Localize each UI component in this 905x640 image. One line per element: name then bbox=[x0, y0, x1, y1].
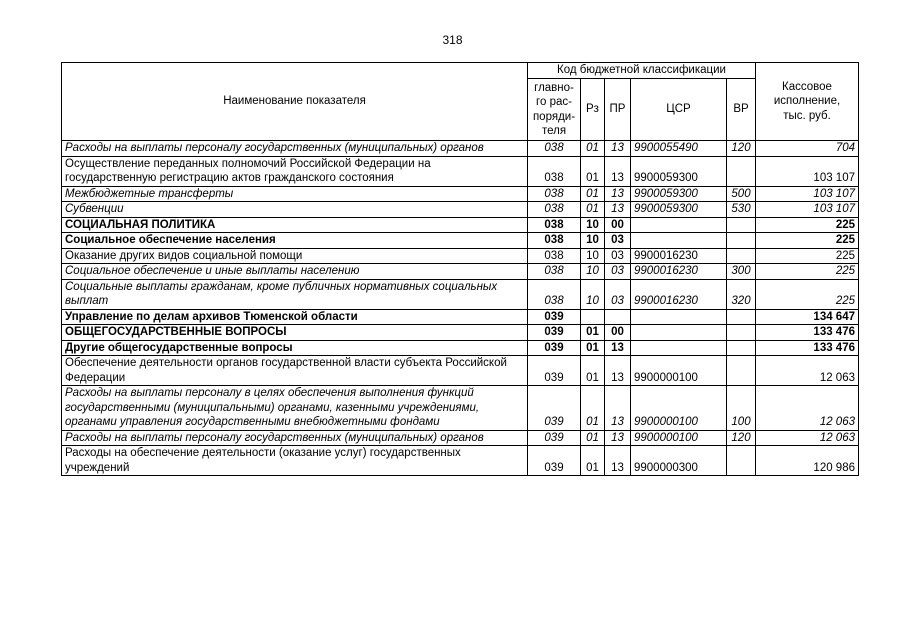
cell-amount: 225 bbox=[756, 248, 859, 264]
cell-csr: 9900000100 bbox=[631, 430, 727, 446]
cell-pr: 13 bbox=[605, 141, 631, 157]
cell-gl: 039 bbox=[528, 356, 581, 386]
header-csr: ЦСР bbox=[631, 79, 727, 141]
cell-gl: 039 bbox=[528, 430, 581, 446]
header-name: Наименование показателя bbox=[62, 63, 528, 141]
cell-name: Расходы на обеспечение деятельности (оказание услуг) государственных учреждений bbox=[62, 446, 528, 476]
header-vr: ВР bbox=[727, 79, 756, 141]
cell-vr bbox=[727, 356, 756, 386]
cell-name: СОЦИАЛЬНАЯ ПОЛИТИКА bbox=[62, 217, 528, 233]
page-number: 318 bbox=[442, 33, 463, 47]
cell-vr bbox=[727, 446, 756, 476]
cell-amount: 133 476 bbox=[756, 340, 859, 356]
cell-rz: 01 bbox=[581, 356, 605, 386]
cell-gl: 038 bbox=[528, 202, 581, 218]
cell-vr: 320 bbox=[727, 279, 756, 309]
cell-amount: 225 bbox=[756, 217, 859, 233]
cell-name: Межбюджетные трансферты bbox=[62, 186, 528, 202]
cell-pr: 00 bbox=[605, 217, 631, 233]
cell-name: Социальное обеспечение и иные выплаты населению bbox=[62, 264, 528, 280]
cell-csr: 9900016230 bbox=[631, 264, 727, 280]
cell-amount: 225 bbox=[756, 279, 859, 309]
cell-pr: 00 bbox=[605, 325, 631, 341]
table-body bbox=[62, 141, 859, 476]
cell-csr: 9900059300 bbox=[631, 156, 727, 186]
header-glavnogo: главно-го рас-поряди-теля bbox=[528, 79, 581, 141]
cell-pr: 13 bbox=[605, 446, 631, 476]
table-row bbox=[62, 264, 859, 280]
cell-pr: 13 bbox=[605, 356, 631, 386]
cell-csr: 9900059300 bbox=[631, 202, 727, 218]
cell-gl: 038 bbox=[528, 233, 581, 249]
cell-name: Социальное обеспечение населения bbox=[62, 233, 528, 249]
cell-rz: 01 bbox=[581, 156, 605, 186]
cell-pr: 13 bbox=[605, 340, 631, 356]
cell-gl: 038 bbox=[528, 156, 581, 186]
cell-amount: 103 107 bbox=[756, 156, 859, 186]
cell-name: Осуществление переданных полномочий Российской Федерации на государственную регистрацию актов гражданского состояния bbox=[62, 156, 528, 186]
cell-amount: 103 107 bbox=[756, 202, 859, 218]
cell-amount: 103 107 bbox=[756, 186, 859, 202]
cell-vr: 120 bbox=[727, 430, 756, 446]
cell-name: Субвенции bbox=[62, 202, 528, 218]
header-code-group: Код бюджетной классификации bbox=[528, 63, 756, 79]
cell-amount: 12 063 bbox=[756, 356, 859, 386]
cell-name: Социальные выплаты гражданам, кроме публичных нормативных социальных выплат bbox=[62, 279, 528, 309]
cell-gl: 038 bbox=[528, 279, 581, 309]
cell-rz: 10 bbox=[581, 264, 605, 280]
cell-csr bbox=[631, 340, 727, 356]
cell-name: Оказание других видов социальной помощи bbox=[62, 248, 528, 264]
table-row bbox=[62, 325, 859, 341]
cell-pr: 13 bbox=[605, 156, 631, 186]
table-row bbox=[62, 340, 859, 356]
cell-rz: 01 bbox=[581, 141, 605, 157]
cell-vr: 500 bbox=[727, 186, 756, 202]
cell-rz: 01 bbox=[581, 186, 605, 202]
cell-gl: 038 bbox=[528, 217, 581, 233]
table-row bbox=[62, 202, 859, 218]
cell-vr bbox=[727, 156, 756, 186]
table-row bbox=[62, 248, 859, 264]
cell-csr: 9900055490 bbox=[631, 141, 727, 157]
cell-vr bbox=[727, 309, 756, 325]
cell-vr bbox=[727, 325, 756, 341]
table-row bbox=[62, 217, 859, 233]
cell-rz: 01 bbox=[581, 430, 605, 446]
cell-csr bbox=[631, 325, 727, 341]
table-row bbox=[62, 233, 859, 249]
cell-vr: 100 bbox=[727, 386, 756, 431]
cell-gl: 038 bbox=[528, 141, 581, 157]
cell-pr bbox=[605, 309, 631, 325]
cell-csr: 9900016230 bbox=[631, 248, 727, 264]
cell-name: ОБЩЕГОСУДАРСТВЕННЫЕ ВОПРОСЫ bbox=[62, 325, 528, 341]
table-row bbox=[62, 446, 859, 476]
cell-pr: 03 bbox=[605, 248, 631, 264]
cell-amount: 704 bbox=[756, 141, 859, 157]
cell-amount: 120 986 bbox=[756, 446, 859, 476]
budget-table bbox=[61, 62, 859, 476]
cell-gl: 038 bbox=[528, 186, 581, 202]
cell-csr: 9900000100 bbox=[631, 356, 727, 386]
cell-amount: 225 bbox=[756, 264, 859, 280]
cell-gl: 039 bbox=[528, 386, 581, 431]
cell-name: Расходы на выплаты персоналу в целях обеспечения выполнения функций государственными (муниципальными) органами, казенными учреждениями, органами управления государственными внебюджетными фондами bbox=[62, 386, 528, 431]
cell-csr: 9900000100 bbox=[631, 386, 727, 431]
cell-vr bbox=[727, 217, 756, 233]
header-pr: ПР bbox=[605, 79, 631, 141]
cell-gl: 039 bbox=[528, 325, 581, 341]
cell-rz: 10 bbox=[581, 233, 605, 249]
cell-vr: 120 bbox=[727, 141, 756, 157]
cell-csr: 9900016230 bbox=[631, 279, 727, 309]
cell-name: Обеспечение деятельности органов государственной власти субъекта Российской Федерации bbox=[62, 356, 528, 386]
cell-name: Расходы на выплаты персоналу государственных (муниципальных) органов bbox=[62, 430, 528, 446]
cell-gl: 038 bbox=[528, 264, 581, 280]
cell-name: Расходы на выплаты персоналу государственных (муниципальных) органов bbox=[62, 141, 528, 157]
table-row bbox=[62, 356, 859, 386]
table-row bbox=[62, 186, 859, 202]
cell-vr bbox=[727, 233, 756, 249]
cell-gl: 039 bbox=[528, 309, 581, 325]
cell-rz: 01 bbox=[581, 202, 605, 218]
table-row bbox=[62, 430, 859, 446]
table-row bbox=[62, 386, 859, 431]
cell-csr bbox=[631, 217, 727, 233]
cell-vr: 530 bbox=[727, 202, 756, 218]
table-row bbox=[62, 141, 859, 157]
cell-rz: 01 bbox=[581, 446, 605, 476]
cell-pr: 13 bbox=[605, 386, 631, 431]
cell-rz: 01 bbox=[581, 325, 605, 341]
cell-vr bbox=[727, 340, 756, 356]
cell-vr bbox=[727, 248, 756, 264]
table-row bbox=[62, 279, 859, 309]
cell-amount: 225 bbox=[756, 233, 859, 249]
cell-vr: 300 bbox=[727, 264, 756, 280]
cell-pr: 13 bbox=[605, 186, 631, 202]
cell-pr: 03 bbox=[605, 264, 631, 280]
cell-csr bbox=[631, 309, 727, 325]
cell-rz: 01 bbox=[581, 386, 605, 431]
cell-name: Другие общегосударственные вопросы bbox=[62, 340, 528, 356]
cell-rz: 10 bbox=[581, 217, 605, 233]
cell-rz bbox=[581, 309, 605, 325]
cell-pr: 13 bbox=[605, 202, 631, 218]
table-row bbox=[62, 309, 859, 325]
cell-name: Управление по делам архивов Тюменской области bbox=[62, 309, 528, 325]
cell-amount: 133 476 bbox=[756, 325, 859, 341]
header-rz: Рз bbox=[581, 79, 605, 141]
cell-rz: 10 bbox=[581, 279, 605, 309]
cell-pr: 03 bbox=[605, 279, 631, 309]
cell-gl: 039 bbox=[528, 340, 581, 356]
header-amount: Кассовое исполнение, тыс. руб. bbox=[756, 63, 859, 141]
table-row bbox=[62, 156, 859, 186]
cell-csr bbox=[631, 233, 727, 249]
cell-amount: 134 647 bbox=[756, 309, 859, 325]
cell-amount: 12 063 bbox=[756, 430, 859, 446]
cell-gl: 038 bbox=[528, 248, 581, 264]
cell-rz: 10 bbox=[581, 248, 605, 264]
cell-csr: 9900059300 bbox=[631, 186, 727, 202]
cell-gl: 039 bbox=[528, 446, 581, 476]
cell-amount: 12 063 bbox=[756, 386, 859, 431]
cell-pr: 13 bbox=[605, 430, 631, 446]
cell-rz: 01 bbox=[581, 340, 605, 356]
cell-pr: 03 bbox=[605, 233, 631, 249]
cell-csr: 9900000300 bbox=[631, 446, 727, 476]
